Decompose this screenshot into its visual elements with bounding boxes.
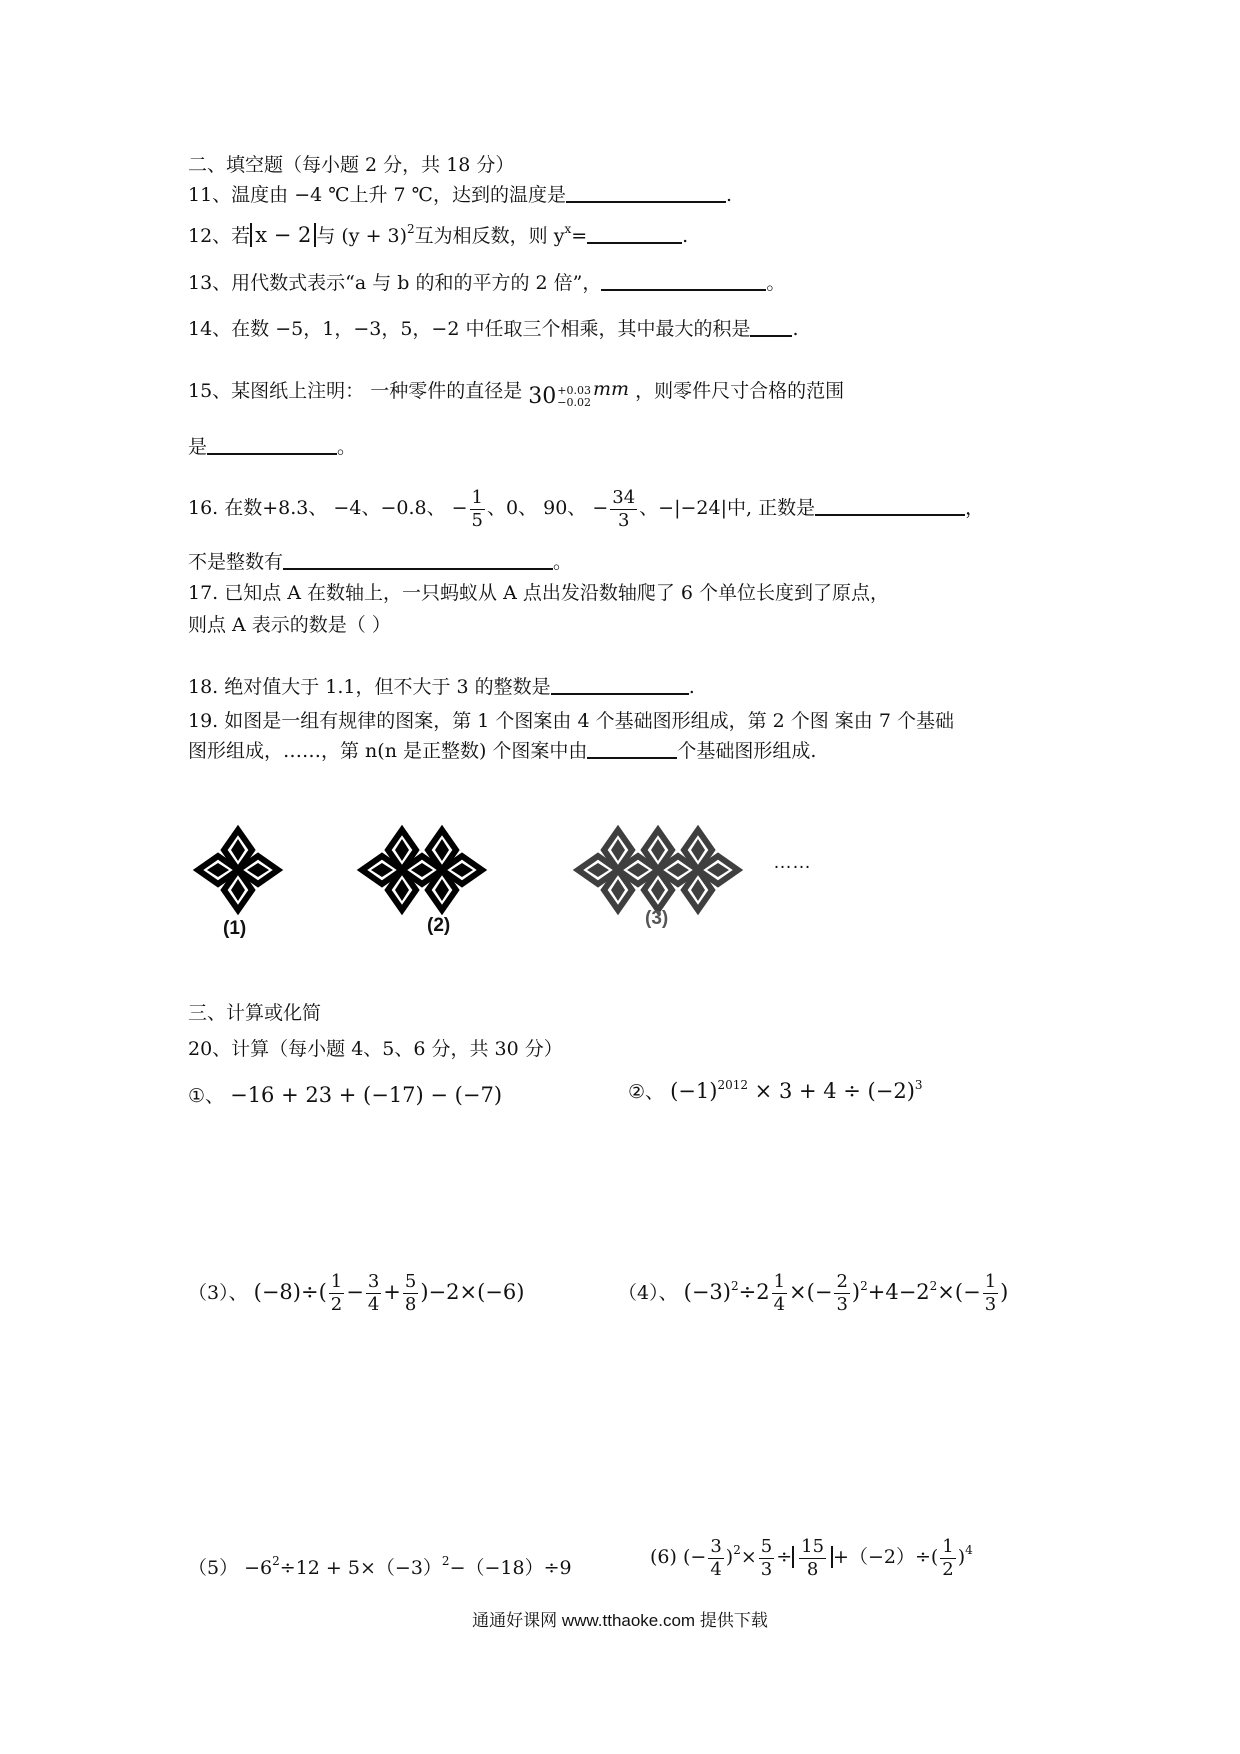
answer-blank (750, 317, 792, 337)
tolerance-expression: 30 +0.03 −0.02 mm (528, 378, 630, 409)
answer-blank (815, 496, 965, 516)
problem-4: （4）、 $(-3)^2\div 2$ $\frac{1}{4}$ ×(− $\frac{2}{3}$ )$^2+4-2^2\times(-$ $\frac{1}{3}$ ) (618, 1271, 1009, 1315)
problem-2: ②、 $(-1)^{2012} \times 3 + 4 \div (-2)^3$ (628, 1078, 923, 1103)
fraction: $\frac{1}{5}$ (471, 486, 483, 531)
section2-title: 二、填空题（每小题 2 分，共 18 分） (188, 154, 515, 176)
figure-3 (578, 830, 738, 910)
q11-text: 11、温度由 −4 ℃上升 7 ℃，达到的温度是 (188, 184, 566, 206)
figure-ellipsis: …… (773, 852, 811, 873)
figure-label: (2) (427, 915, 451, 936)
answer-blank (601, 271, 766, 291)
question-18: 18. 绝对值大于 1.1，但不大于 3 的整数是 . (188, 676, 695, 698)
question-17: 17. 已知点 A 在数轴上，一只蚂蚁从 A 点出发沿数轴爬了 6 个单位长度到了原点， (188, 582, 890, 604)
question-15-line2: 是 。 (188, 436, 357, 458)
problem-5: $(5) -6^2\div 12 + 5\times(-3)^2-(-18)\div 9$ (188, 1554, 572, 1579)
question-15: 15、某图纸上注明： 一种零件的直径是 30 +0.03 −0.02 mm ，则零件尺寸合格的范围 (188, 378, 845, 409)
question-17-line2: 则点 A 表示的数是（ ） (188, 614, 391, 636)
answer-blank (566, 183, 726, 203)
question-16-line2: 不是整数有 。 (188, 551, 573, 573)
question-14: 14、在数 −5，1，−3，5，−2 中任取三个相乘，其中最大的积是 . (188, 318, 799, 340)
figure-label: (1) (223, 918, 247, 939)
figure-1 (198, 830, 278, 910)
answer-blank (587, 224, 682, 244)
answer-blank (587, 739, 677, 759)
question-12: 12、若 x − 2 与 $(y + 3)^2$互为相反数，则 $y^x=$ . (188, 222, 689, 247)
figure-2 (362, 830, 482, 910)
abs-expression: x − 2 (250, 223, 316, 247)
question-19-line2: 图形组成，……，第 n(n 是正整数) 个图案中由 个基础图形组成. (188, 740, 817, 762)
footer: 通通好课网 www.tthaoke.com 提供下载 (472, 1611, 768, 1630)
question-11: 11、温度由 −4 ℃上升 7 ℃，达到的温度是 . (188, 184, 732, 206)
problem-3: （3）、 (−8)÷( $\frac{1}{2}$ − $\frac{3}{4}$ + $\frac{5}{8}$ )−2×(−6) (188, 1271, 525, 1315)
answer-blank (283, 550, 553, 570)
problem-1: ①、 −16 + 23 + (−17) − (−7) (188, 1083, 503, 1107)
fraction: $\frac{34}{3}$ (612, 486, 636, 531)
figure-label: (3) (645, 908, 669, 929)
section3-title: 三、计算或化简 (188, 1002, 322, 1024)
question-19: 19. 如图是一组有规律的图案，第 1 个图案由 4 个基础图形组成，第 2 个图 案由 7 个基础 (188, 710, 954, 732)
problem-6: (6) (− $\frac{3}{4}$ )$^2$× $\frac{5}{3}$ ÷ $\frac{15}{8}$ +（−2）÷( $\frac{1}{2}$ )$^4$ (650, 1535, 973, 1580)
answer-blank (551, 675, 689, 695)
question-13: 13、用代数式表示“a 与 b 的和的平方的 2 倍”， 。 (188, 272, 786, 294)
answer-blank (207, 435, 337, 455)
question-20-title: 20、计算（每小题 4、5、6 分，共 30 分） (188, 1038, 563, 1060)
question-16: 16. 在数+8.3、 −4、−0.8、 − $\frac{1}{5}$ 、0、 90、 − $\frac{34}{3}$ 、−|−24|中, 正数是 ， (188, 486, 985, 531)
pattern-figures (190, 815, 950, 965)
